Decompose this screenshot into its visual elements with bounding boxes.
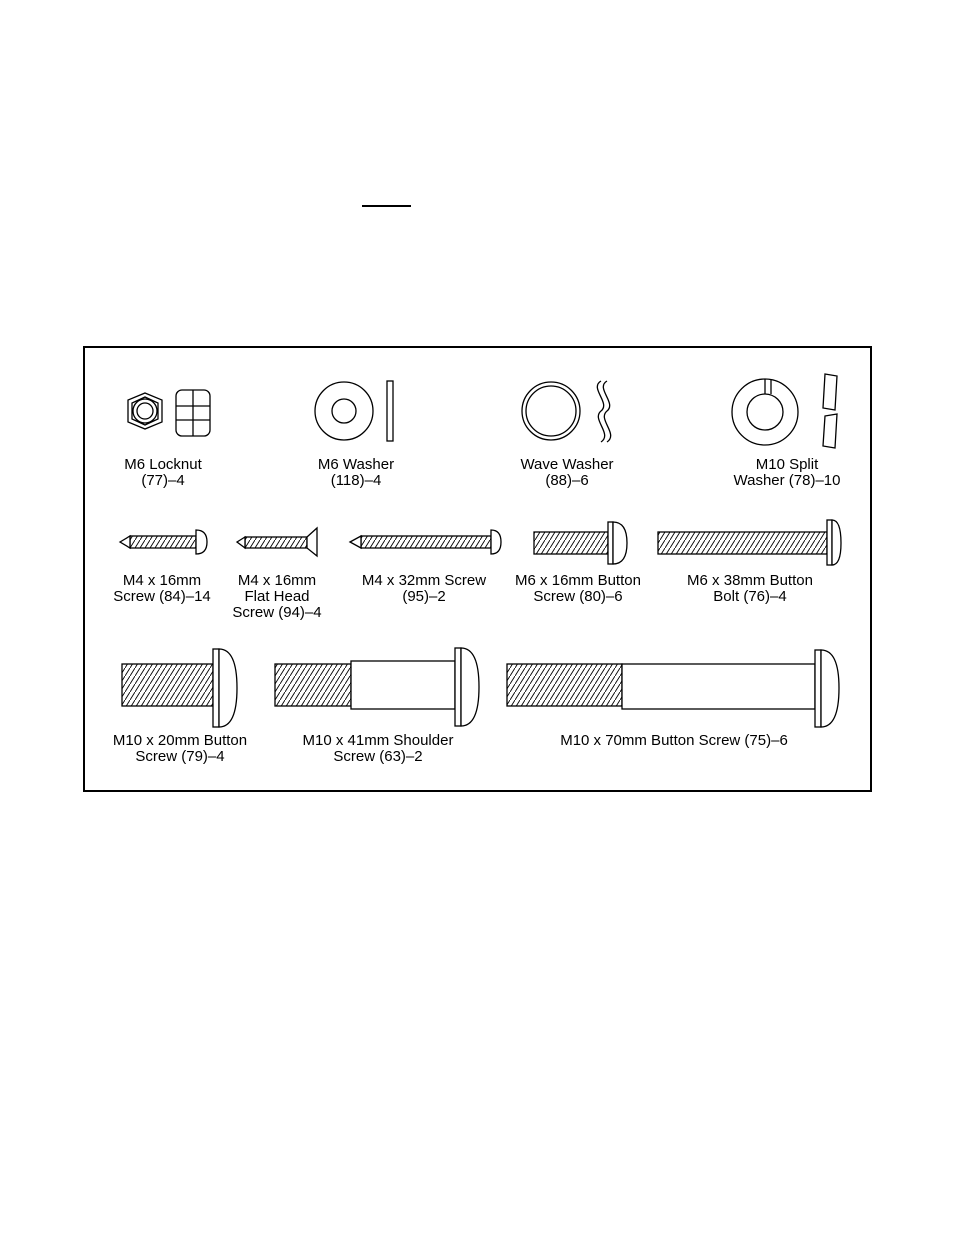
m4x16mm-flat-head-screw-drawing: [237, 528, 317, 556]
hardware-identification-chart: [83, 346, 872, 792]
m10x20mm-button-screw-drawing: [122, 649, 237, 727]
part-label-m4x16mm-flat-head-screw: M4 x 16mm Flat Head Screw (94)–4: [232, 572, 322, 621]
part-label-m10-split-washer: M10 Split Washer (78)–10: [733, 456, 841, 489]
m6-locknut-drawing: [128, 390, 210, 436]
m6x38mm-button-bolt-drawing: [658, 520, 841, 565]
m6x16mm-button-screw-drawing: [534, 522, 627, 564]
part-label-m10x70mm-button-screw: M10 x 70mm Button Screw (75)–6: [560, 732, 788, 749]
hardware-drawings: [85, 348, 870, 790]
m4x16mm-screw-drawing: [120, 530, 207, 554]
m10-split-washer-drawing: [732, 374, 837, 448]
part-label-m6-washer: M6 Washer (118)–4: [317, 456, 395, 489]
m4x32mm-screw-drawing: [350, 530, 501, 554]
part-label-m10x41mm-shoulder-screw: M10 x 41mm Shoulder Screw (63)–2: [302, 732, 454, 765]
title-underline: [362, 205, 411, 207]
part-label-wave-washer: Wave Washer (88)–6: [520, 456, 614, 489]
part-label-m6x38mm-button-bolt: M6 x 38mm Button Bolt (76)–4: [687, 572, 813, 605]
part-label-m10x20mm-button-screw: M10 x 20mm Button Screw (79)–4: [112, 732, 248, 765]
part-label-m4x16mm-screw: M4 x 16mm Screw (84)–14: [113, 572, 211, 605]
m6-washer-drawing: [315, 381, 393, 441]
m10x70mm-button-screw-drawing: [507, 650, 839, 727]
part-label-m6x16mm-button-screw: M6 x 16mm Button Screw (80)–6: [515, 572, 641, 605]
part-label-m4x32mm-screw: M4 x 32mm Screw (95)–2: [361, 572, 487, 605]
part-label-m6-locknut: M6 Locknut (77)–4: [124, 456, 202, 489]
wave-washer-drawing: [522, 381, 611, 442]
m10x41mm-shoulder-screw-drawing: [275, 648, 479, 726]
